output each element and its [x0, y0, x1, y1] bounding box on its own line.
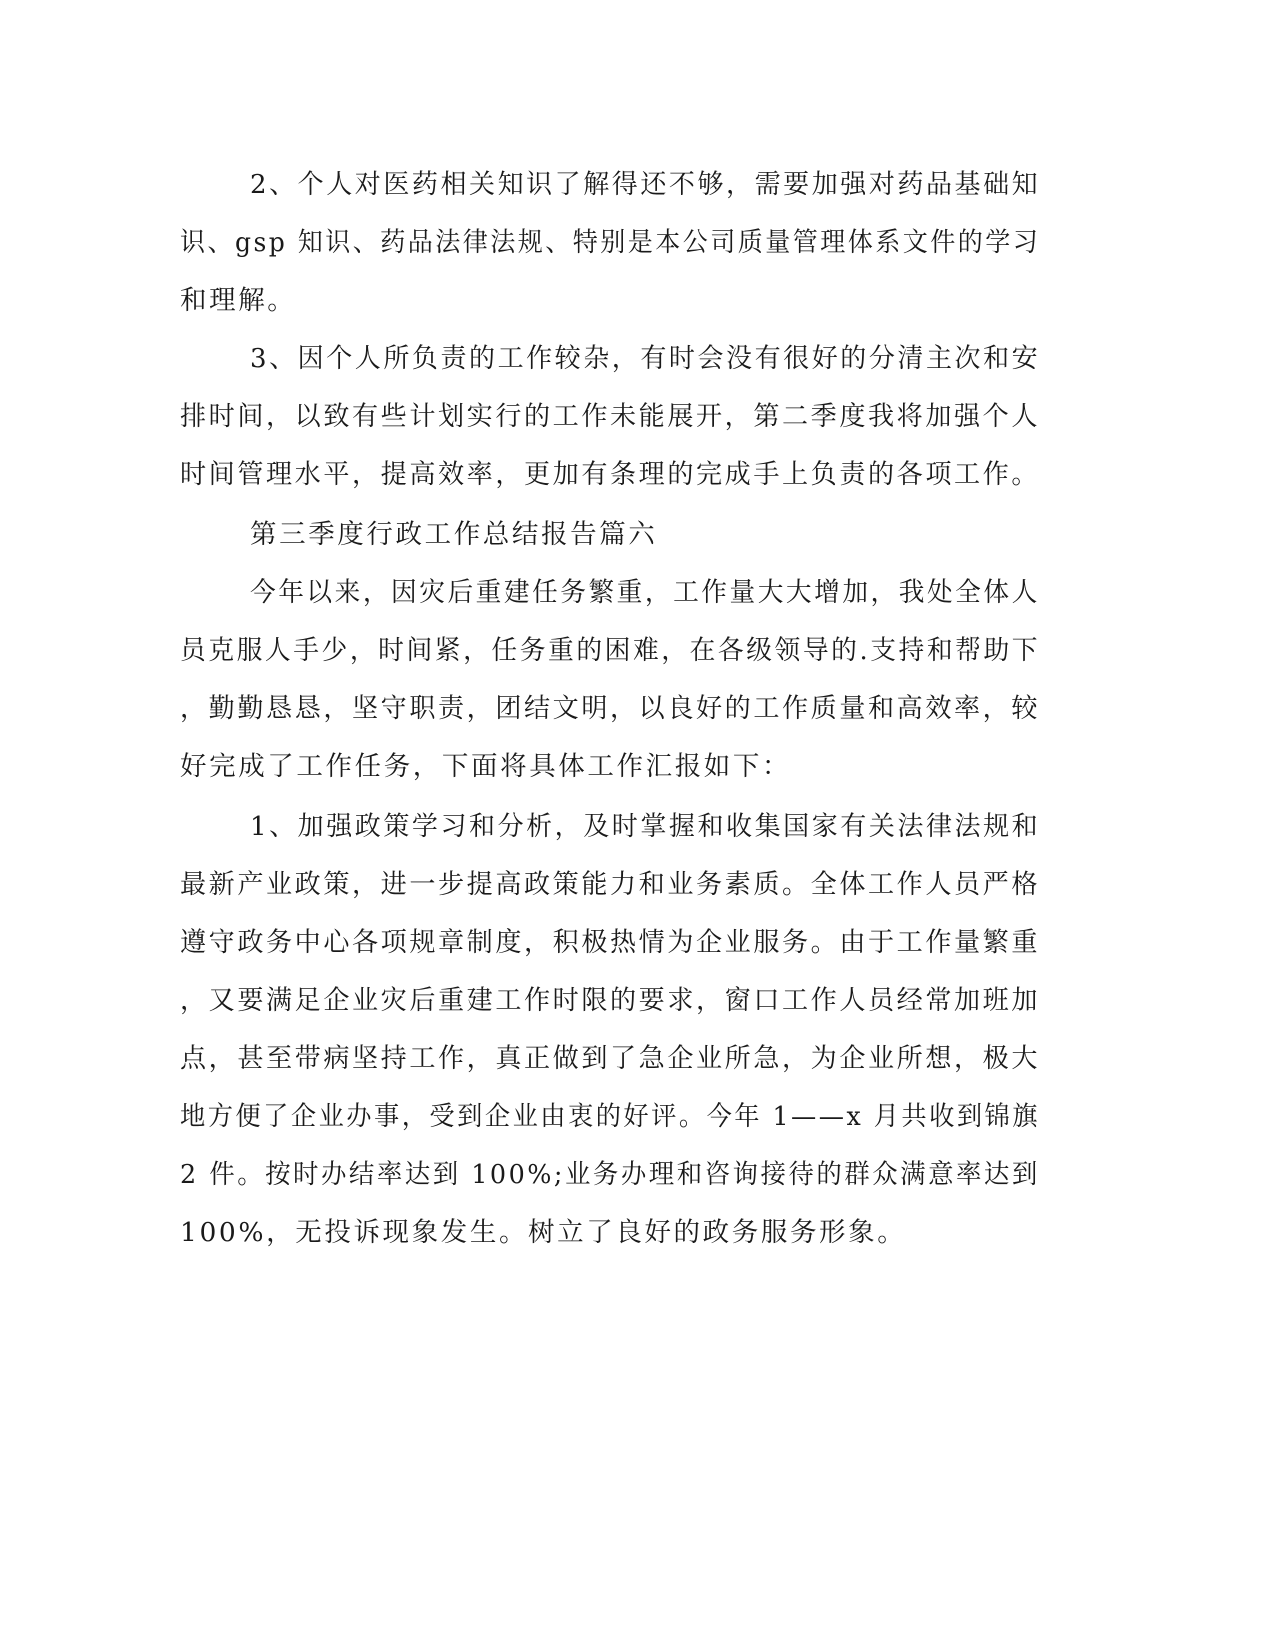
paragraph-3-line-3: 时间管理水平，提高效率，更加有条理的完成手上负责的各项工作。: [180, 459, 1040, 490]
intro-paragraph-line-2: 员克服人手少，时间紧，任务重的困难，在各级领导的.支持和帮助下: [180, 635, 1041, 666]
paragraph-2-line-2: 识、gsp 知识、药品法律法规、特别是本公司质量管理体系文件的学习: [180, 227, 1041, 258]
intro-paragraph-line-1: 今年以来，因灾后重建任务繁重，工作量大大增加，我处全体人: [250, 577, 1040, 608]
paragraph-3-line-1: 3、因个人所负责的工作较杂，有时会没有很好的分清主次和安: [250, 343, 1041, 374]
item-1-line-3: 遵守政务中心各项规章制度，积极热情为企业服务。由于工作量繁重: [180, 927, 1040, 958]
paragraph-2-line-3: 和理解。: [180, 285, 297, 316]
item-1-line-6: 地方便了企业办事，受到企业由衷的好评。今年 1——x 月共收到锦旗: [180, 1101, 1040, 1132]
item-1-line-1: 1、加强政策学习和分析，及时掌握和收集国家有关法律法规和: [250, 811, 1041, 842]
section-heading: 第三季度行政工作总结报告篇六: [250, 519, 658, 550]
paragraph-2-line-1: 2、个人对医药相关知识了解得还不够，需要加强对药品基础知: [250, 169, 1041, 200]
paragraph-3-line-2: 排时间，以致有些计划实行的工作未能展开，第二季度我将加强个人: [180, 401, 1040, 432]
item-1-line-4: ，又要满足企业灾后重建工作时限的要求，窗口工作人员经常加班加: [180, 985, 1040, 1016]
item-1-line-5: 点，甚至带病坚持工作，真正做到了急企业所急，为企业所想，极大: [180, 1043, 1040, 1074]
item-1-line-7: 2 件。按时办结率达到 100%;业务办理和咨询接待的群众满意率达到: [180, 1159, 1040, 1190]
intro-paragraph-line-3: ，勤勤恳恳，坚守职责，团结文明，以良好的工作质量和高效率，较: [180, 693, 1040, 724]
item-1-line-2: 最新产业政策，进一步提高政策能力和业务素质。全体工作人员严格: [180, 869, 1040, 900]
intro-paragraph-line-4: 好完成了工作任务，下面将具体工作汇报如下：: [180, 751, 792, 782]
item-1-line-8: 100%，无投诉现象发生。树立了良好的政务服务形象。: [180, 1217, 907, 1248]
